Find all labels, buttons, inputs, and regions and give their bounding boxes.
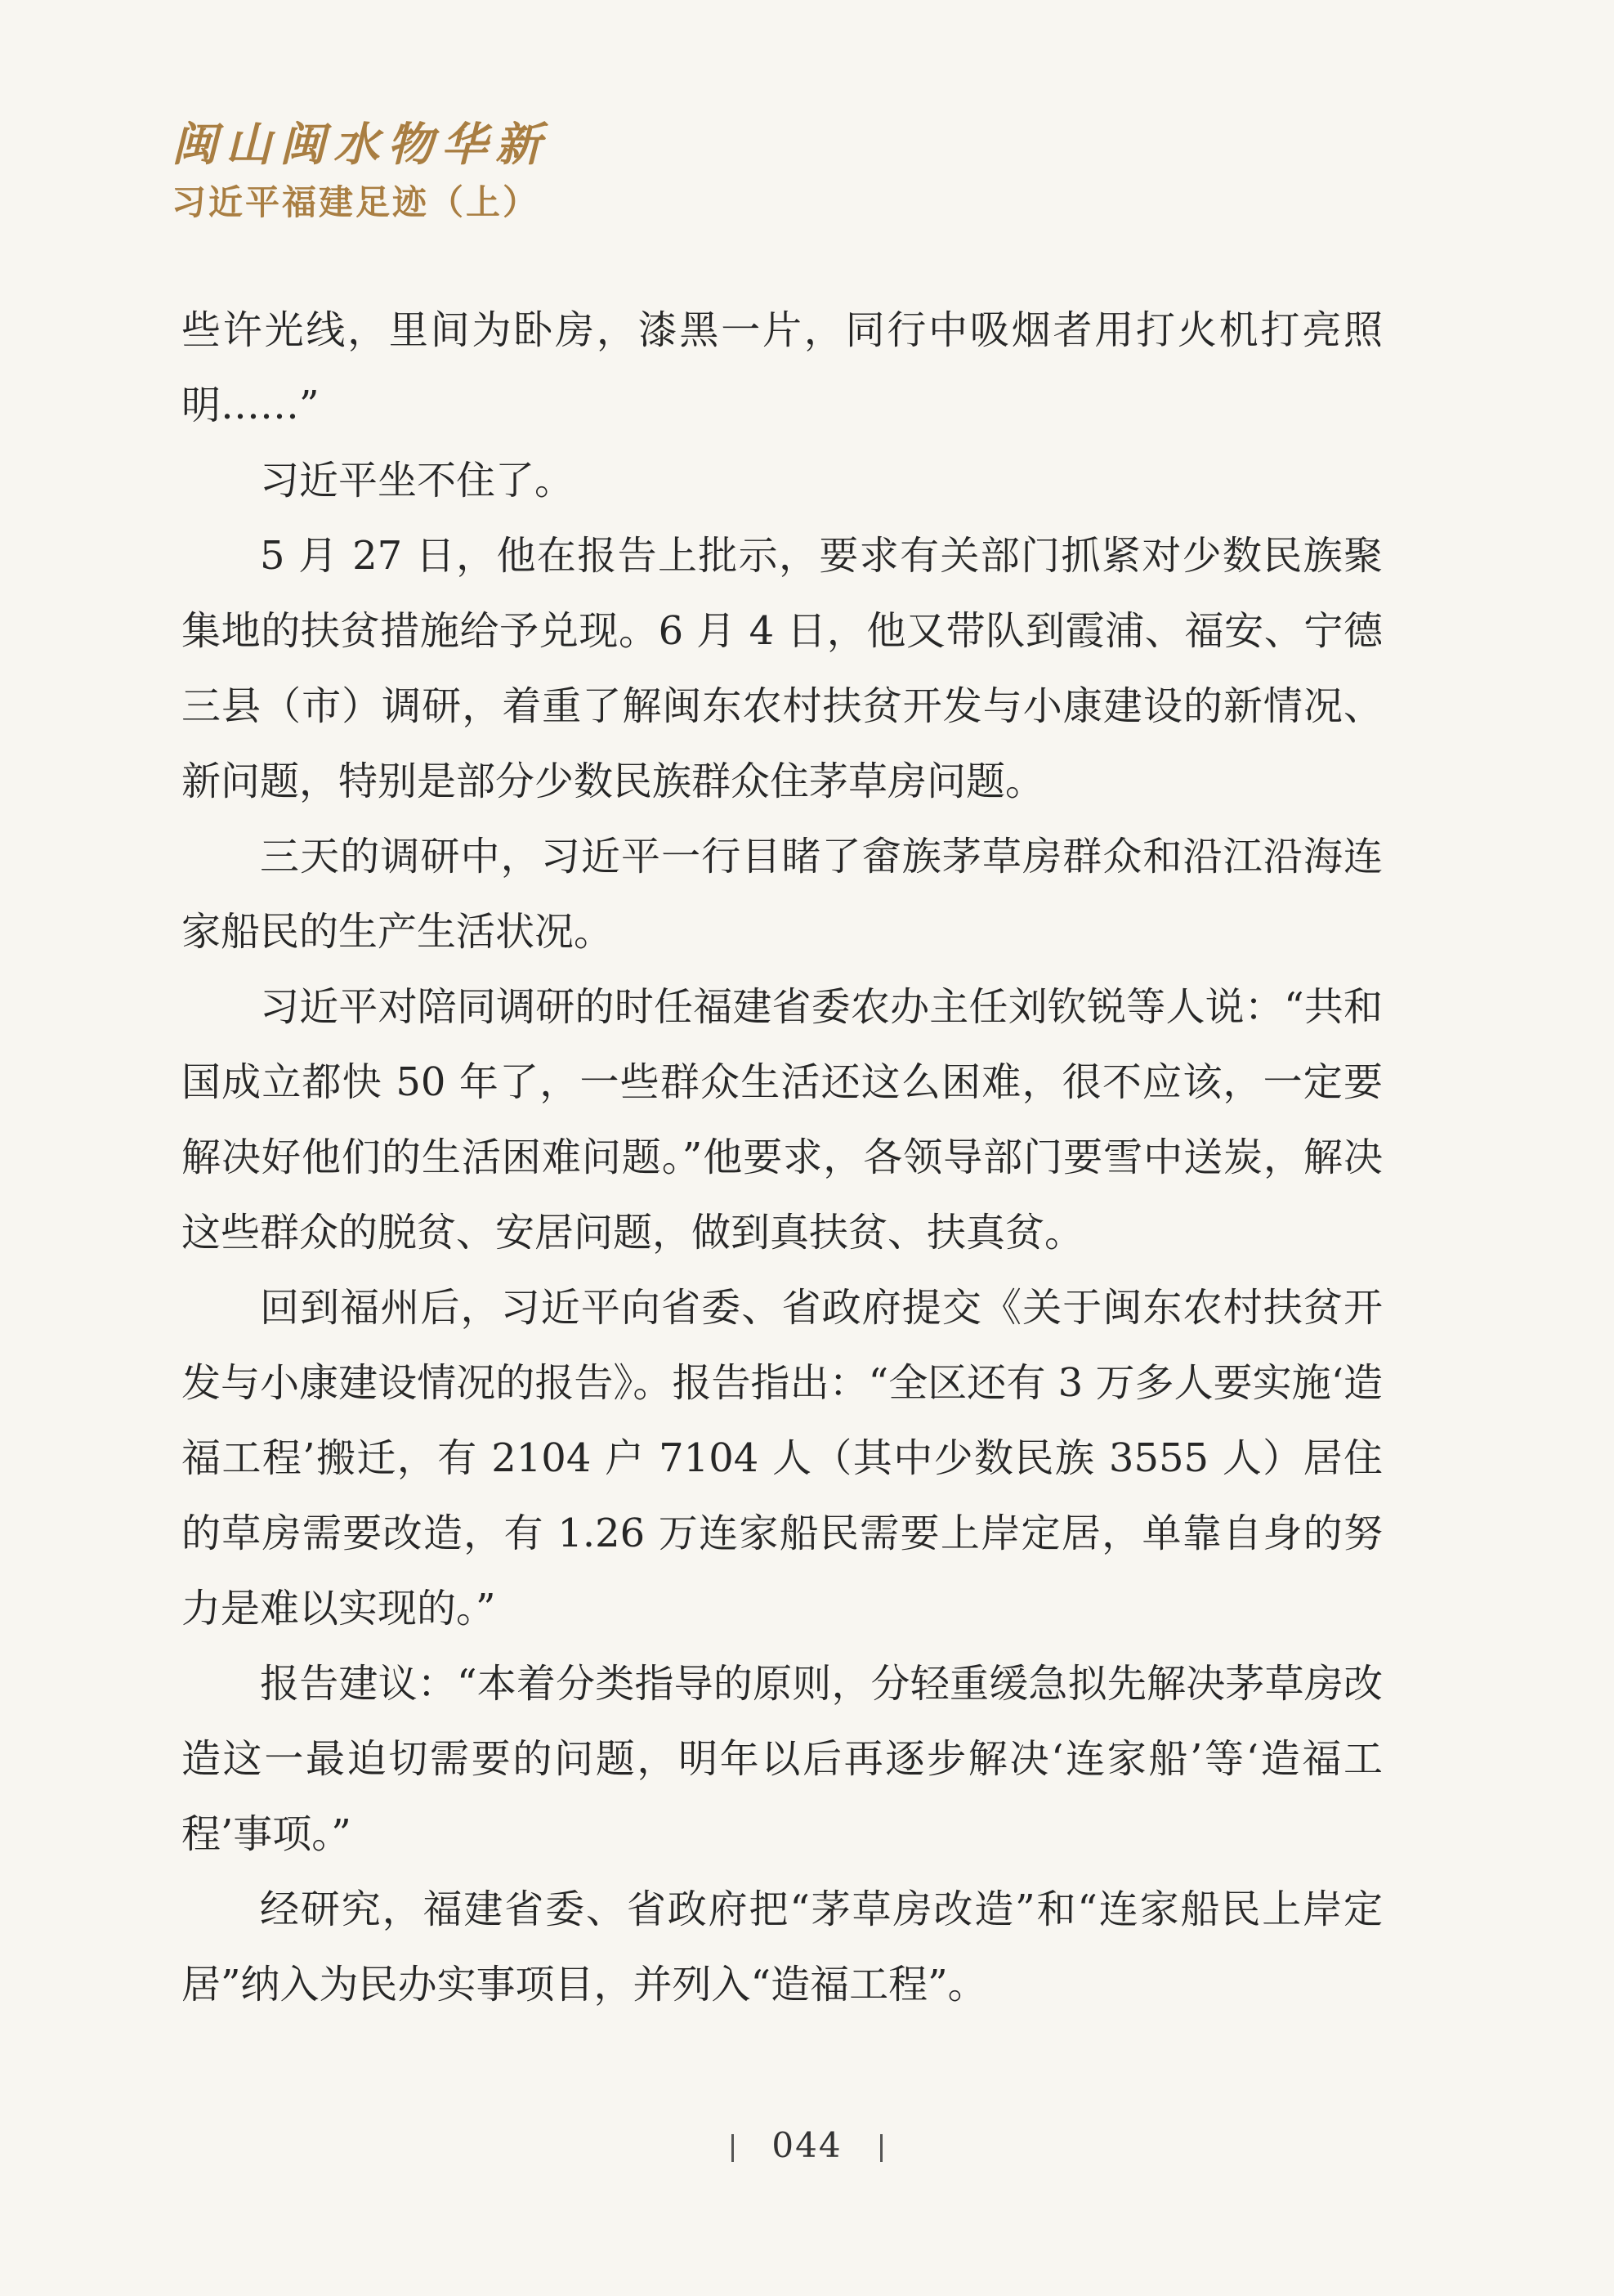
page-footer (0, 2125, 1614, 2165)
running-header (172, 114, 744, 227)
paragraph: 习近平坐不住了。 (260, 458, 575, 504)
paragraph: 经研究，福建省委、省政府把“茅草房改造”和“连家船民上岸定居”纳入为民办实事项目，并列入“造福工程”。 (181, 1886, 1383, 2007)
divider (880, 2134, 883, 2162)
paragraph: 5 月 27 日，他在报告上批示，要求有关部门抓紧对少数民族聚集地的扶贫措施给予兑现。6 月 4 日，他又带队到霞浦、福安、宁德三县（市）调研，着重了解闽东农村扶贫开发与小康建设的新情况、新问题，特别是部分少数民族群众住茅草房问题。 (181, 533, 1383, 804)
divider (731, 2134, 734, 2162)
paragraph: 习近平对陪同调研的时任福建省委农办主任刘钦锐等人说：“共和国成立都快 50 年了，一些群众生活还这么困难，很不应该，一定要解决好他们的生活困难问题。”他要求，各领导部门要雪中送炭，解决这些群众的脱贫、安居问题，做到真扶贫、扶真贫。 (181, 984, 1383, 1255)
body-text (181, 293, 1383, 2022)
paragraph: 三天的调研中，习近平一行目睹了畲族茅草房群众和沿江沿海连家船民的生产生活状况。 (181, 834, 1383, 955)
page-number: 044 (771, 2125, 843, 2165)
book-title: 闽山闽水物华新 (172, 118, 549, 172)
paragraph: 报告建议：“本着分类指导的原则，分轻重缓急拟先解决茅草房改造这一最迫切需要的问题，明年以后再逐步解决‘连家船’等‘造福工程’事项。” (181, 1661, 1383, 1857)
paragraph: 回到福州后，习近平向省委、省政府提交《关于闽东农村扶贫开发与小康建设情况的报告》。报告指出：“全区还有 3 万多人要实施‘造福工程’搬迁，有 2104 户 7104 人（其中少数民族 3555 人）居住的草房需要改造，有 1.26 万连家船民需要上岸定居，单靠自身的努力是难以实现的。” (181, 1285, 1383, 1631)
paragraph: 些许光线，里间为卧房，漆黑一片，同行中吸烟者用打火机打亮照明……” (181, 307, 1383, 428)
book-subtitle: 习近平福建足迹（上） (172, 182, 540, 222)
